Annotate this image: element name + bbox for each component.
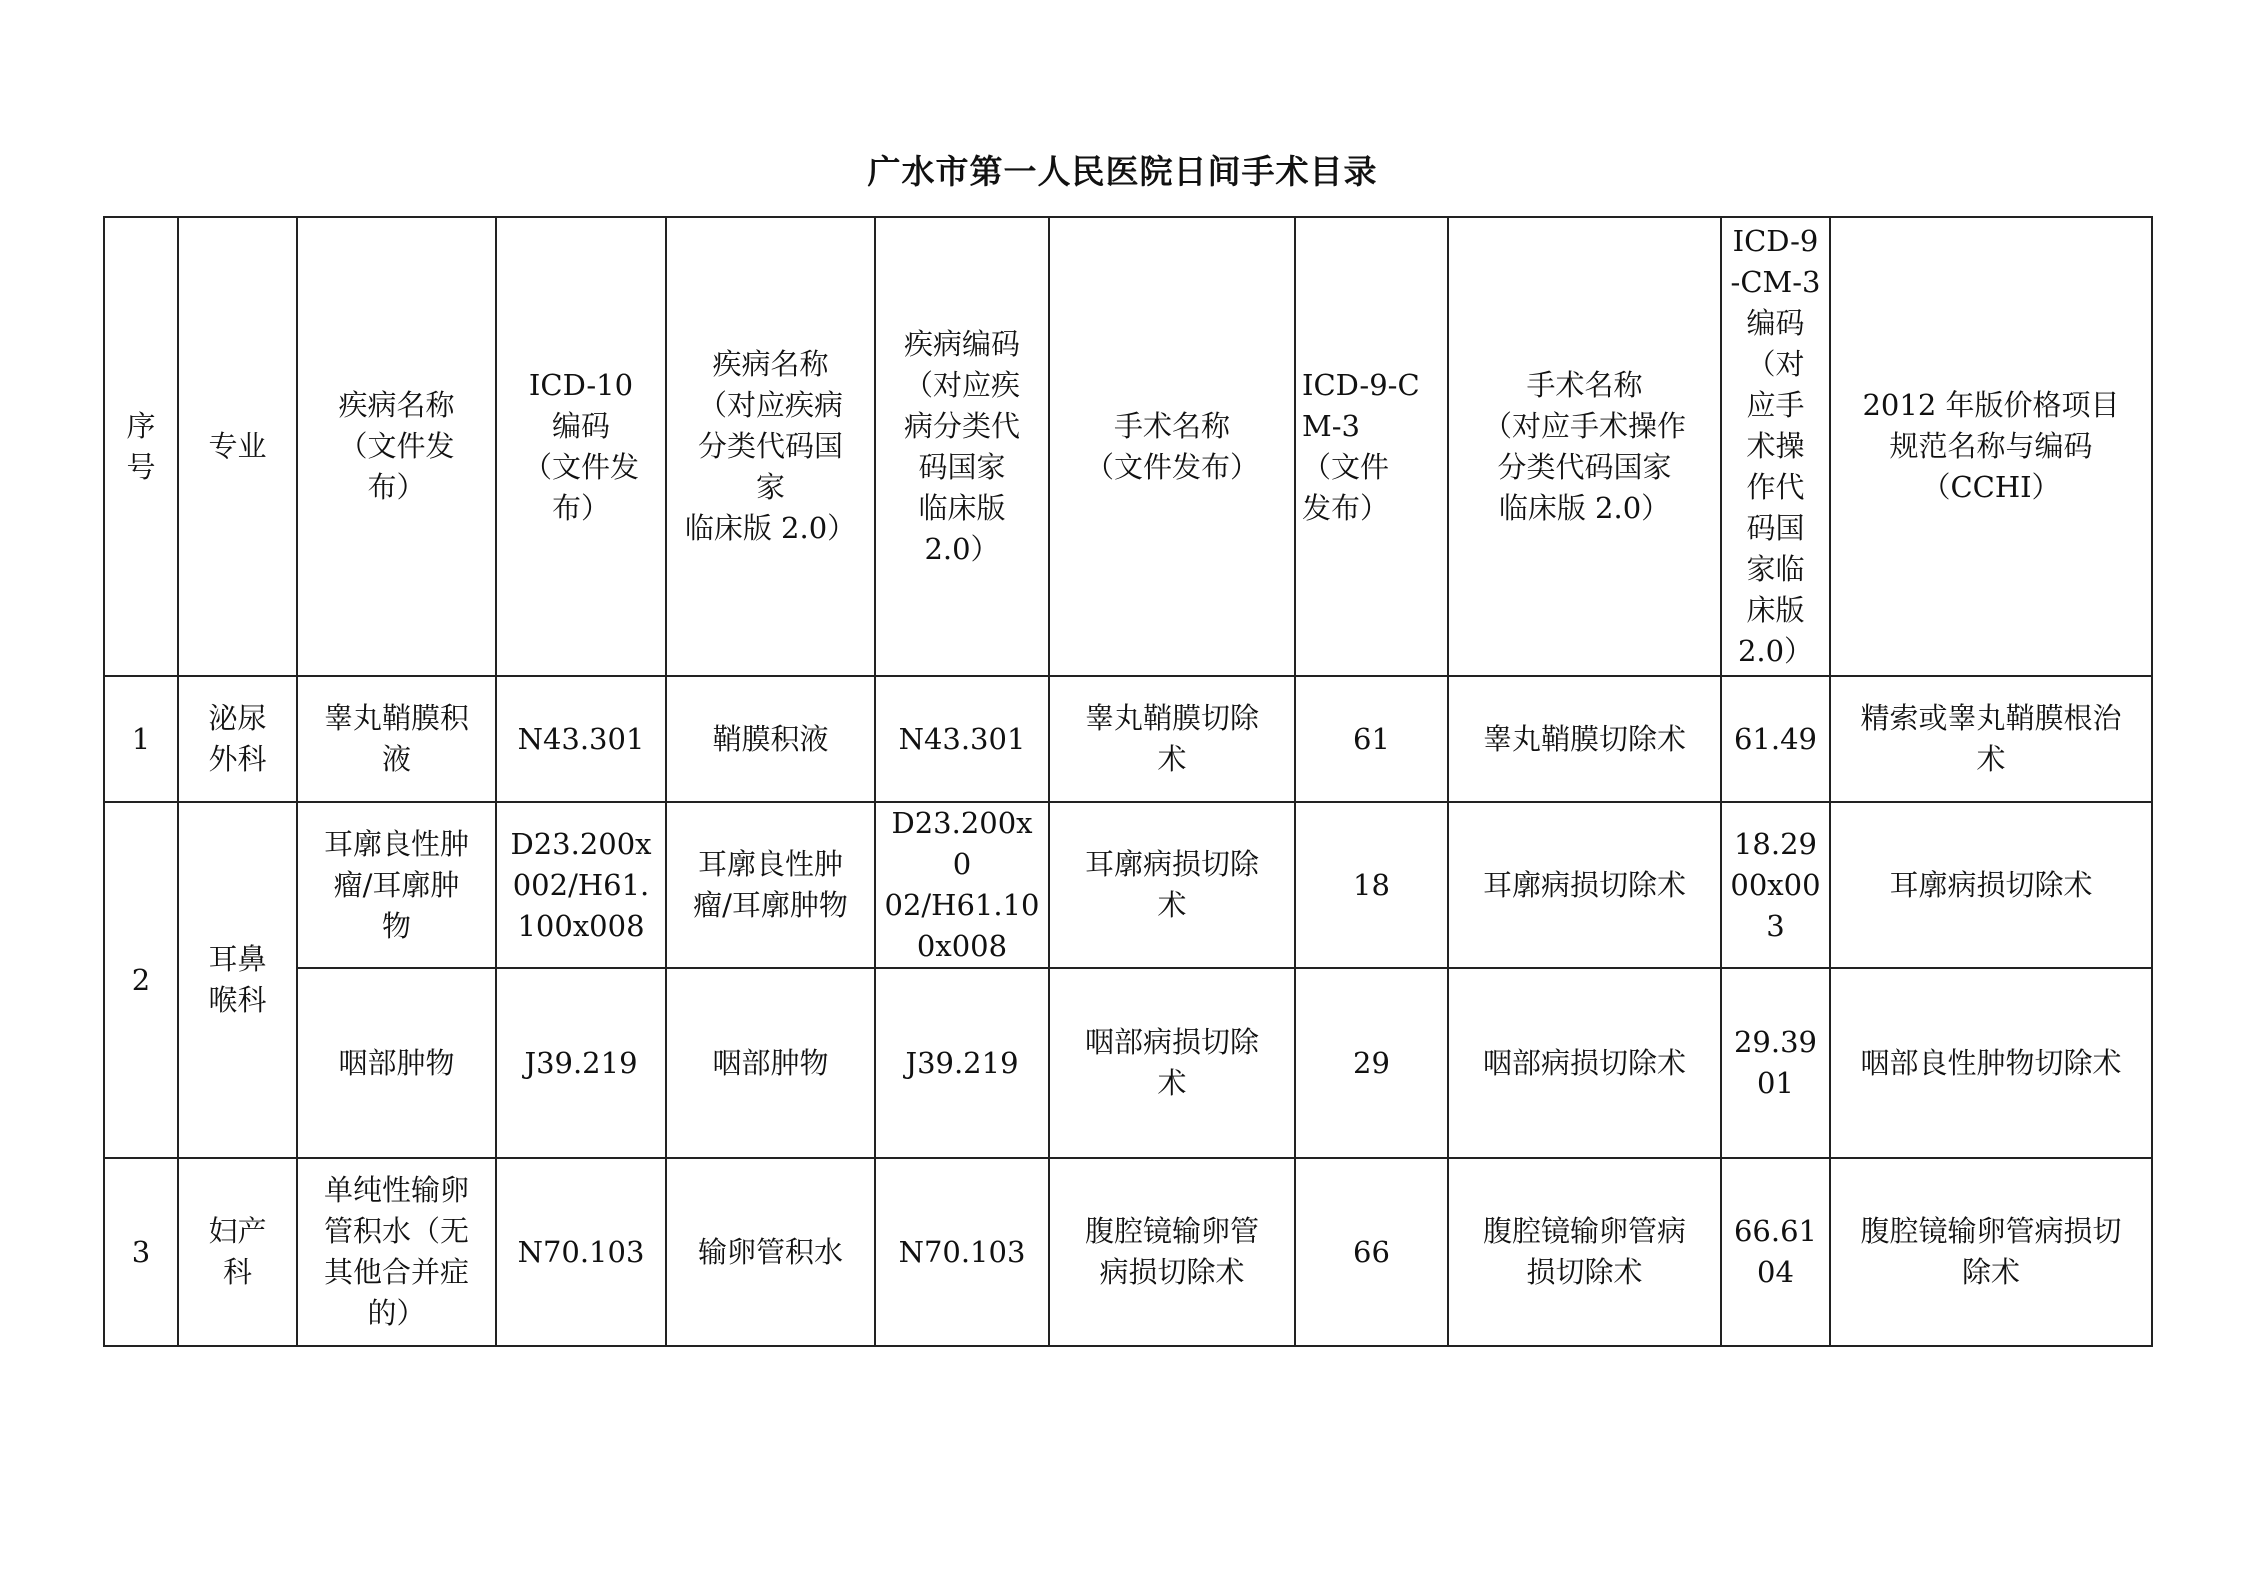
cell-icd10-doc: N43.301 [496, 676, 666, 802]
cell-surgery-name-doc: 咽部病损切除 术 [1049, 968, 1295, 1158]
cell-surgery-name-national: 腹腔镜输卵管病 损切除术 [1448, 1158, 1721, 1346]
header-icd9-doc: ICD-9-C M-3 （文件 发布） [1295, 217, 1448, 676]
cell-surgery-name-doc: 腹腔镜输卵管 病损切除术 [1049, 1158, 1295, 1346]
cell-icd9-doc: 18 [1295, 802, 1448, 968]
cell-disease-name-national: 输卵管积水 [666, 1158, 875, 1346]
cell-cchi: 咽部良性肿物切除术 [1830, 968, 2152, 1158]
cell-icd9-doc: 29 [1295, 968, 1448, 1158]
header-department: 专业 [178, 217, 297, 676]
cell-icd10-doc: D23.200x 002/H61. 100x008 [496, 802, 666, 968]
table-row [104, 802, 2152, 968]
cell-icd9-national: 29.39 01 [1721, 968, 1830, 1158]
cell-department: 耳鼻 喉科 [178, 802, 297, 1158]
table-row [104, 968, 2152, 1158]
cell-surgery-name-doc: 耳廓病损切除 术 [1049, 802, 1295, 968]
cell-cchi: 精索或睾丸鞘膜根治 术 [1830, 676, 2152, 802]
header-icd9-national: ICD-9 -CM-3 编码 （对 应手 术操 作代 码国 家临 床版 2.0） [1721, 217, 1830, 676]
table-row [104, 676, 2152, 802]
cell-icd10-doc: N70.103 [496, 1158, 666, 1346]
cell-disease-name-doc: 耳廓良性肿 瘤/耳廓肿 物 [297, 802, 496, 968]
table-row [104, 1158, 2152, 1346]
cell-department: 妇产 科 [178, 1158, 297, 1346]
cell-disease-code-national: D23.200x0 02/H61.10 0x008 [875, 802, 1049, 968]
cell-disease-name-national: 咽部肿物 [666, 968, 875, 1158]
cell-cchi: 腹腔镜输卵管病损切 除术 [1830, 1158, 2152, 1346]
day-surgery-catalog-table [103, 216, 2153, 1347]
cell-disease-name-doc: 单纯性输卵 管积水（无 其他合并症 的） [297, 1158, 496, 1346]
cell-icd10-doc: J39.219 [496, 968, 666, 1158]
cell-cchi: 耳廓病损切除术 [1830, 802, 2152, 968]
cell-disease-code-national: N70.103 [875, 1158, 1049, 1346]
cell-seq: 3 [104, 1158, 178, 1346]
header-icd10-doc: ICD-10 编码 （文件发 布） [496, 217, 666, 676]
table-header-row [104, 217, 2152, 676]
header-surgery-name-national: 手术名称 （对应手术操作 分类代码国家 临床版 2.0） [1448, 217, 1721, 676]
header-seq: 序 号 [104, 217, 178, 676]
document-title: 广水市第一人民医院日间手术目录 [867, 152, 1378, 191]
header-disease-code-national: 疾病编码 （对应疾 病分类代 码国家 临床版 2.0） [875, 217, 1049, 676]
cell-icd9-doc: 66 [1295, 1158, 1448, 1346]
cell-seq: 1 [104, 676, 178, 802]
cell-surgery-name-national: 耳廓病损切除术 [1448, 802, 1721, 968]
cell-icd9-doc: 61 [1295, 676, 1448, 802]
cell-disease-name-doc: 睾丸鞘膜积 液 [297, 676, 496, 802]
cell-disease-name-doc: 咽部肿物 [297, 968, 496, 1158]
cell-surgery-name-doc: 睾丸鞘膜切除 术 [1049, 676, 1295, 802]
cell-icd9-national: 66.61 04 [1721, 1158, 1830, 1346]
cell-icd9-national: 61.49 [1721, 676, 1830, 802]
cell-icd9-national: 18.29 00x00 3 [1721, 802, 1830, 968]
header-cchi: 2012 年版价格项目 规范名称与编码 （CCHI） [1830, 217, 2152, 676]
header-disease-name-national: 疾病名称 （对应疾病 分类代码国 家 临床版 2.0） [666, 217, 875, 676]
cell-disease-name-national: 鞘膜积液 [666, 676, 875, 802]
cell-disease-code-national: J39.219 [875, 968, 1049, 1158]
cell-department: 泌尿 外科 [178, 676, 297, 802]
cell-surgery-name-national: 咽部病损切除术 [1448, 968, 1721, 1158]
cell-surgery-name-national: 睾丸鞘膜切除术 [1448, 676, 1721, 802]
cell-seq: 2 [104, 802, 178, 1158]
header-surgery-name-doc: 手术名称 （文件发布） [1049, 217, 1295, 676]
cell-disease-name-national: 耳廓良性肿 瘤/耳廓肿物 [666, 802, 875, 968]
header-disease-name-doc: 疾病名称 （文件发 布） [297, 217, 496, 676]
cell-disease-code-national: N43.301 [875, 676, 1049, 802]
